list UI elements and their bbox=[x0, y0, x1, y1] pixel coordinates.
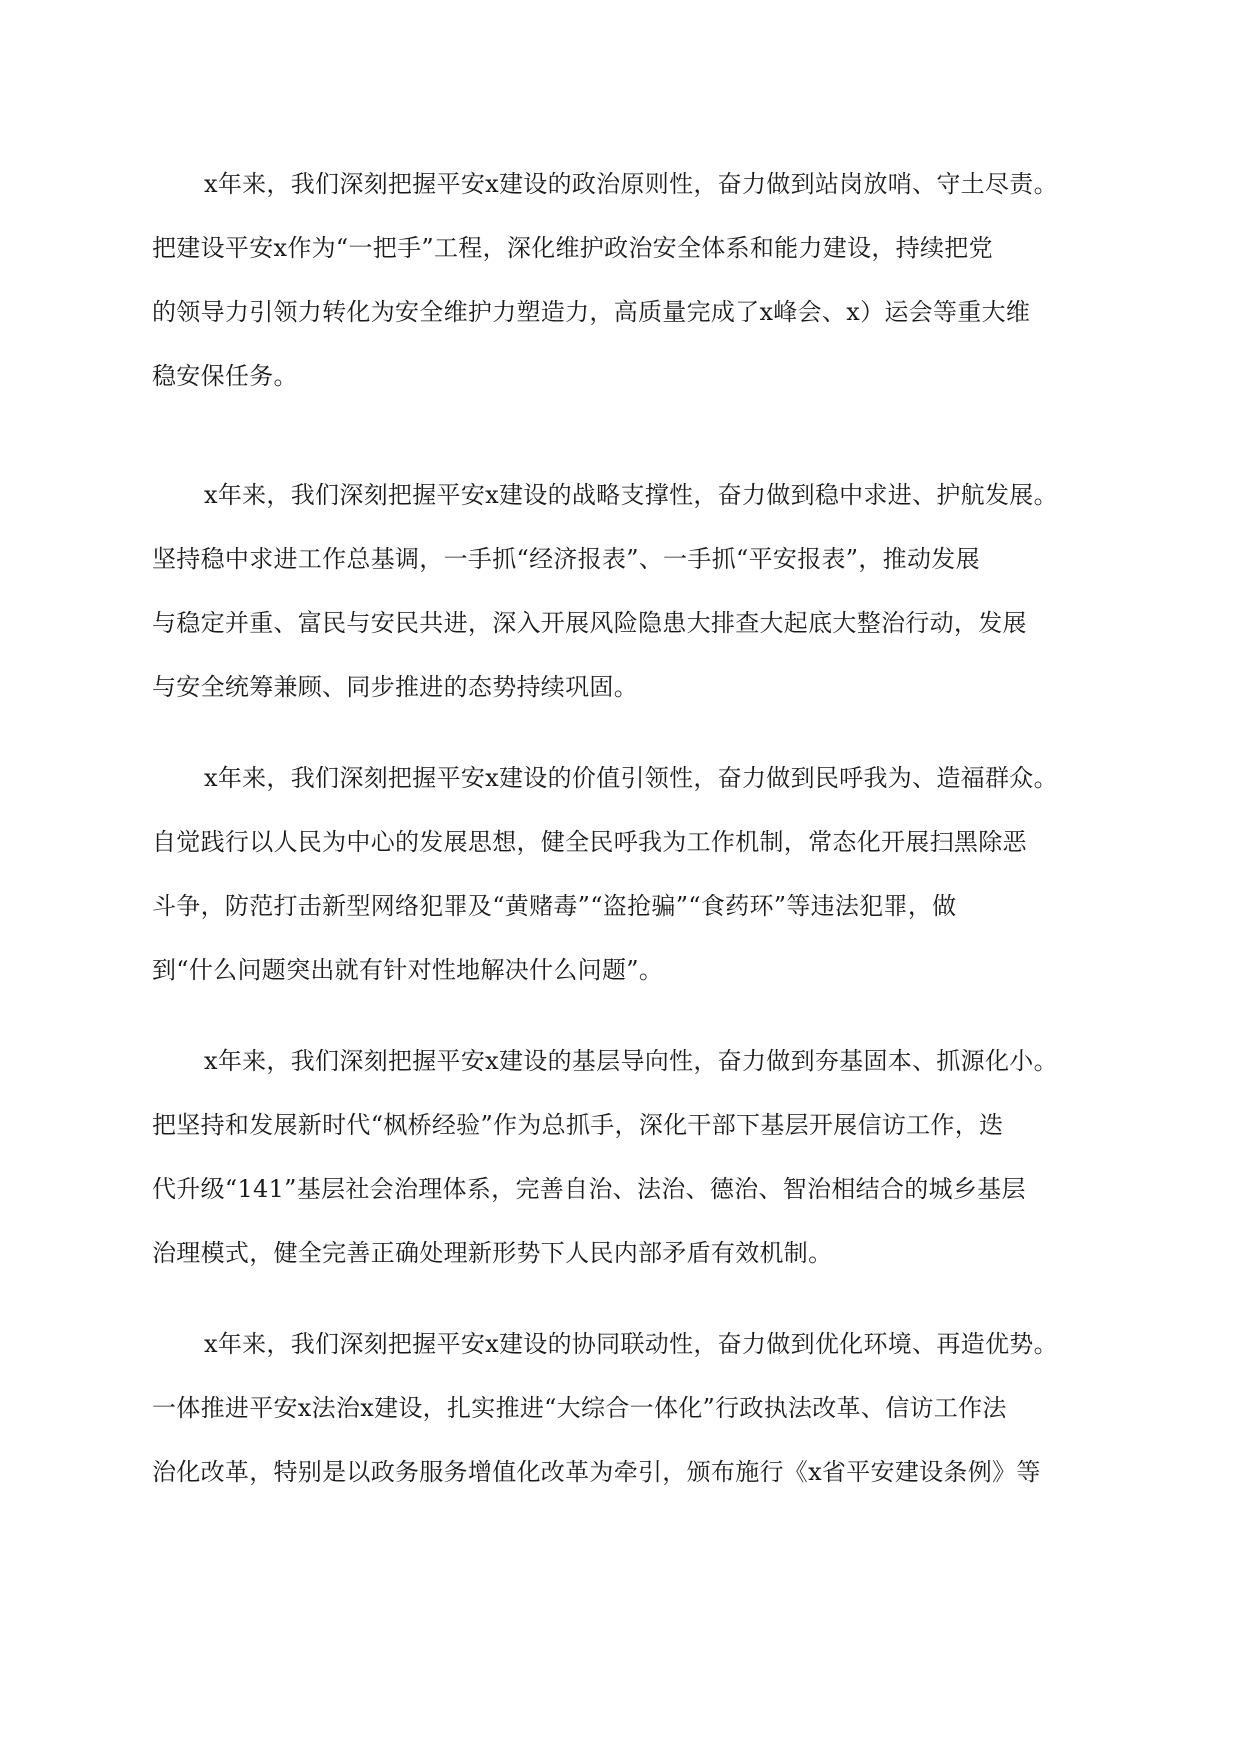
paragraph-line: 治化改革，特别是以政务服务增值化改革为牵引，颁布施行《x省平安建设条例》等 bbox=[152, 1458, 1041, 1486]
paragraph-line: x年来，我们深刻把握平安x建设的政治原则性，奋力做到站岗放哨、守土尽责。 bbox=[204, 170, 1058, 198]
paragraph-line: 与安全统筹兼顾、同步推进的态势持续巩固。 bbox=[152, 673, 638, 701]
paragraph-2 bbox=[152, 463, 1092, 719]
paragraph-line: 稳安保任务。 bbox=[152, 362, 298, 390]
paragraph-4 bbox=[152, 1029, 1092, 1285]
paragraph-line: 斗争，防范打击新型网络犯罪及“黄赌毒”“盗抢骗”“食药环”等违法犯罪，做 bbox=[152, 892, 957, 920]
paragraph-1 bbox=[152, 152, 1092, 408]
paragraph-line: 到“什么问题突出就有针对性地解决什么问题”。 bbox=[152, 956, 664, 984]
paragraph-line: x年来，我们深刻把握平安x建设的价值引领性，奋力做到民呼我为、造福群众。 bbox=[204, 764, 1058, 792]
paragraph-line: 自觉践行以人民为中心的发展思想，健全民呼我为工作机制，常态化开展扫黑除恶 bbox=[152, 828, 1027, 856]
paragraph-3 bbox=[152, 746, 1092, 1002]
paragraph-line: 与稳定并重、富民与安民共进，深入开展风险隐患大排查大起底大整治行动，发展 bbox=[152, 609, 1027, 637]
paragraph-line: x年来，我们深刻把握平安x建设的战略支撑性，奋力做到稳中求进、护航发展。 bbox=[204, 481, 1058, 509]
paragraph-line: 把坚持和发展新时代“枫桥经验”作为总抓手，深化干部下基层开展信访工作，迭 bbox=[152, 1111, 1004, 1139]
paragraph-line: 把建设平安x作为“一把手”工程，深化维护政治安全体系和能力建设，持续把党 bbox=[152, 234, 993, 262]
paragraph-line: x年来，我们深刻把握平安x建设的基层导向性，奋力做到夯基固本、抓源化小。 bbox=[204, 1047, 1058, 1075]
paragraph-line: 坚持稳中求进工作总基调，一手抓“经济报表”、一手抓“平安报表”，推动发展 bbox=[152, 545, 980, 573]
paragraph-line: 一体推进平安x法治x建设，扎实推进“大综合一体化”行政执法改革、信访工作法 bbox=[152, 1394, 1007, 1422]
paragraph-5 bbox=[152, 1312, 1092, 1504]
paragraph-line: 的领导力引领力转化为安全维护力塑造力，高质量完成了x峰会、x）运会等重大维 bbox=[152, 298, 1031, 326]
paragraph-line: x年来，我们深刻把握平安x建设的协同联动性，奋力做到优化环境、再造优势。 bbox=[204, 1330, 1058, 1358]
paragraph-line: 代升级“141”基层社会治理体系，完善自治、法治、德治、智治相结合的城乡基层 bbox=[152, 1175, 1026, 1203]
paragraph-line: 治理模式，健全完善正确处理新形势下人民内部矛盾有效机制。 bbox=[152, 1239, 833, 1267]
